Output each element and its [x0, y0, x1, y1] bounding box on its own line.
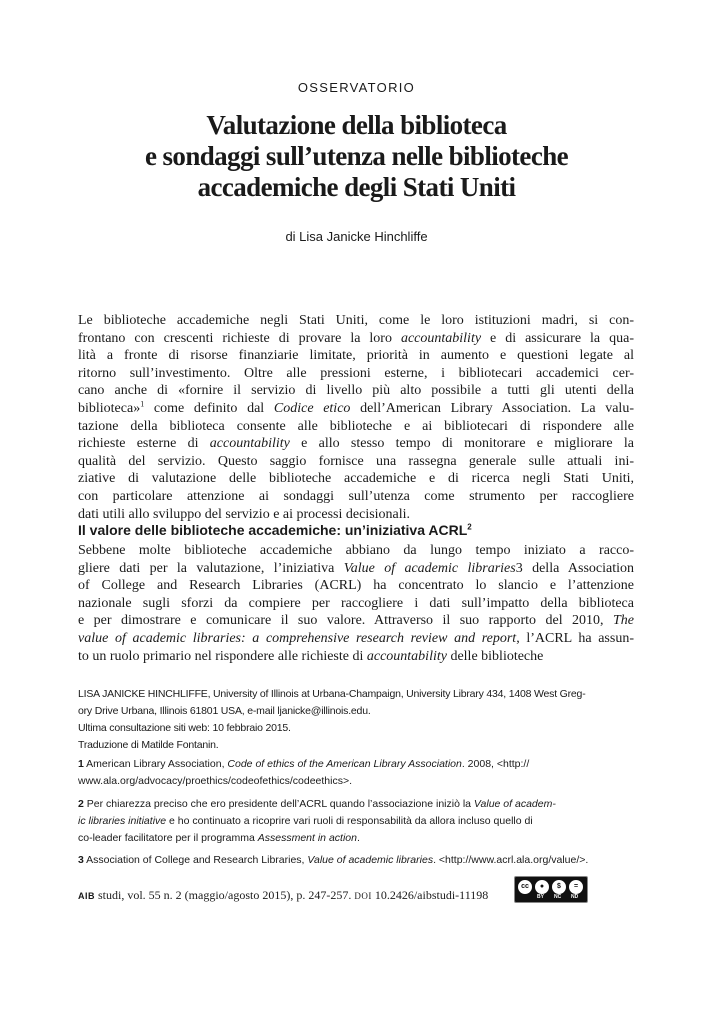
license-label: NC — [554, 894, 562, 900]
footnote-line: 1 American Library Association, Code of ethics of the American Library Association. 2008, <http:// — [78, 758, 530, 770]
text-line: of College and Research Libraries (ACRL) ha concentrato lo slancio e l’attenzione — [78, 578, 634, 594]
footnote-line: 3 Association of College and Research Libraries, Value of academic libraries. <http://www.acrl.ala.org/value/>. — [78, 854, 589, 866]
text-line: tazione della biblioteca consente alle biblioteche e ai bibliotecari di rispondere alle — [78, 418, 634, 434]
footnote-line: www.ala.org/advocacy/proethics/codeofethics/codeethics>. — [78, 775, 353, 787]
text-line: cano anche di «fornire il servizio di livello più alto possibile a tutti gli utenti della — [78, 383, 634, 399]
journal-logo: AIB — [78, 891, 95, 901]
text-line: dati utili allo sviluppo del servizio e ai processi decisionali. — [78, 506, 411, 522]
footnote-line: co-leader facilitatore per il programma Assessment in action. — [78, 832, 360, 844]
text-line: value of academic libraries: a comprehensive research review and report, l’ACRL ha assun- — [78, 630, 634, 646]
footnote-3 — [78, 852, 598, 869]
text-line: frontano con crescenti richieste di provare la loro accountability e di assicurare la qua- — [78, 330, 634, 346]
section-heading-text: Il valore delle biblioteche accademiche: un’iniziativa ACRL — [78, 522, 468, 538]
doi-label: DOI — [354, 891, 372, 901]
section-paragraph — [78, 542, 634, 665]
text-line: e per dimostrare e comunicare il suo valore. Attraverso il suo rapporto del 2010, The — [78, 613, 634, 629]
by-icon: ● — [534, 879, 550, 895]
text-line: con particolare attenzione ai sondaggi sull’utenza come strumento per raccogliere — [78, 488, 634, 504]
affiliation-line: ory Drive Urbana, Illinois 61801 USA, e-mail ljanicke@illinois.edu. — [78, 705, 371, 717]
text-line: Sebbene molte biblioteche accademiche abbiano da lungo tempo iniziato a racco- — [78, 543, 634, 558]
section-heading — [78, 522, 472, 538]
title-line: accademiche degli Stati Uniti — [197, 172, 516, 202]
affiliation-line: Traduzione di Matilde Fontanin. — [78, 739, 219, 751]
text-line: richieste esterne di accountability e allo stesso tempo di monitorare e migliorare la — [78, 436, 634, 452]
text-line: lità a fronte di risorse finanziarie limitate, priorità in aumento e questioni legate al — [78, 348, 634, 364]
footnote-line: 2 Per chiarezza preciso che ero presidente dell’ACRL quando l’associazione iniziò la Value of academ- — [78, 798, 556, 810]
footnote-1 — [78, 756, 598, 790]
footnote-2 — [78, 796, 598, 847]
section-label: OSSERVATORIO — [297, 80, 416, 95]
cc-license-badge[interactable] — [514, 876, 588, 903]
footnote-line: ic libraries initiative e ho continuato a ricoprire vari ruoli di responsabilità da allora incluso quello di — [78, 815, 533, 827]
cc-icon: cc — [517, 879, 533, 895]
nd-icon: = — [568, 879, 584, 895]
license-label: ND — [571, 894, 579, 900]
text-line: Le biblioteche accademiche negli Stati Uniti, come le loro istituzioni madri, si con- — [78, 313, 634, 328]
license-label: BY — [537, 894, 544, 900]
title-line: Valutazione della biblioteca — [206, 110, 507, 140]
citation-text: studi, vol. 55 n. 2 (maggio/agosto 2015), p. 247-257. — [98, 888, 352, 902]
doi-link[interactable]: 10.2426/aibstudi-11198 — [374, 888, 489, 902]
intro-paragraph — [78, 312, 634, 523]
affiliation-line: LISA JANICKE HINCHLIFFE, University of Illinois at Urbana-Champaign, University Library 434, 1408 West Greg- — [78, 688, 586, 700]
article-title — [60, 110, 653, 203]
text-line: qualità del servizio. Questo saggio fornisce una rassegna generale sulle attuali ini- — [78, 453, 634, 469]
citation-footer — [78, 888, 488, 903]
text-line: biblioteca»$^1$ come definito dal Codice etico dell’American Library Association. La valu- — [78, 399, 634, 416]
author-affiliation — [78, 686, 598, 754]
affiliation-line: Ultima consultazione siti web: 10 febbraio 2015. — [78, 722, 291, 734]
text-line: gliere dati per la valutazione, l’iniziativa Value of academic libraries3 della Association — [78, 560, 634, 576]
footnote-ref: 2 — [467, 522, 472, 532]
nc-icon: $ — [551, 879, 567, 895]
text-line: ziative di valutazione delle biblioteche accademiche e di ricerca negli Stati Uniti, — [78, 471, 634, 487]
author-byline: di Lisa Janicke Hinchliffe — [285, 229, 428, 244]
title-line: e sondaggi sull’utenza nelle biblioteche — [144, 141, 569, 171]
text-line: ritorno sull’investimento. Oltre alle pressioni esterne, i bibliotecari accademici cer- — [78, 365, 634, 381]
text-line: to un ruolo primario nel rispondere alle richieste di accountability delle biblioteche — [78, 648, 544, 664]
text-line: nazionale sugli sforzi da compiere per raccogliere i dati sull’impatto della biblioteca — [78, 595, 634, 611]
